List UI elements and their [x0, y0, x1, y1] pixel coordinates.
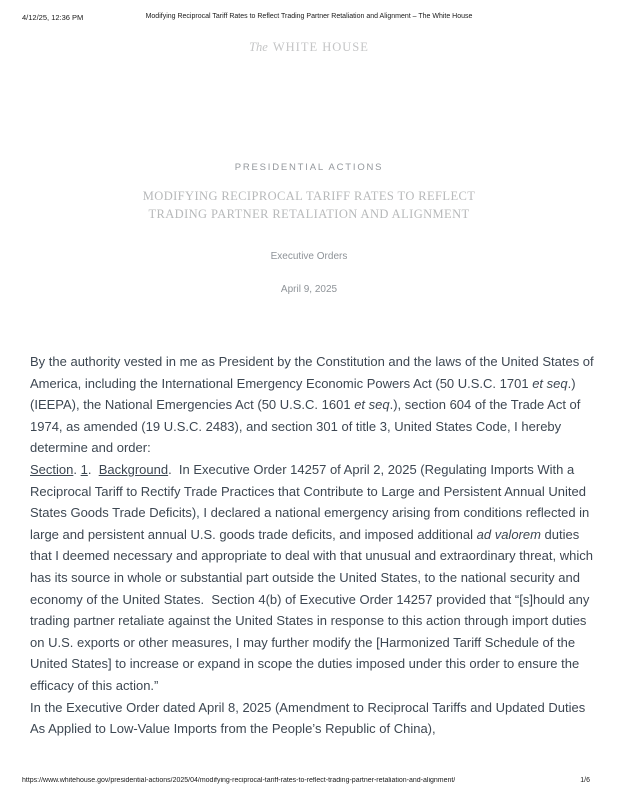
print-document-title: Modifying Reciprocal Tariff Rates to Reflect Trading Partner Retaliation and Alignment – The White House — [145, 13, 473, 20]
paragraph-section-1-background: Section. 1. Background. In Executive Order 14257 of April 2, 2025 (Regulating Imports With a Reciprocal Tariff to Rectify Trade Practices that Contribute to Large and Persistent Annual United States Goods Trade Deficits), I declared a national emergency arising from conditions reflected in large and persistent annual U.S. goods trade deficits, and imposed additional ad valorem duties that I deemed necessary and appropriate to deal with that unusual and extraordinary threat, which has its source in whole or substantial part outside the United States, to the national security and economy of the United States. Section 4(b) of Executive Order 14257 provided that “[s]hould any trading partner retaliate against the United States in response to this action through import duties on U.S. exports or other measures, I may further modify the [Harmonized Tariff Schedule of the United States] to increase or expand in scope the duties imposed under this order to ensure the efficacy of this action.” — [30, 461, 597, 693]
page-title-line-1: MODIFYING RECIPROCAL TARIFF RATES TO REFLECT — [142, 189, 476, 203]
white-house-logo — [0, 38, 618, 56]
print-footer — [22, 777, 590, 784]
paragraph-april-8-order: In the Executive Order dated April 8, 2025 (Amendment to Reciprocal Tariffs and Updated Duties As Applied to Low-Value Imports from the People’s Republic of China), — [30, 699, 589, 737]
page-title-line-2: TRADING PARTNER RETALIATION AND ALIGNMENT — [148, 206, 470, 221]
print-header — [0, 13, 618, 25]
print-timestamp: 4/12/25, 12:36 PM — [22, 13, 84, 22]
logo-white-house-caps: WHITE HOUSE — [272, 40, 369, 54]
page-title — [0, 188, 618, 223]
paragraph-authority: By the authority vested in me as President by the Constitution and the laws of the United States of America, including the International Emergency Economic Powers Act (50 U.S.C. 1701 et seq.) (IEEPA), the National Emergencies Act (50 U.S.C. 1601 et seq.), section 604 of the Trade Act of 1974, as amended (19 U.S.C. 2483), and section 301 of title 3, United States Code, I hereby determine and order: — [30, 354, 597, 456]
print-footer-url: https://www.whitehouse.gov/presidential-actions/2025/04/modifying-reciprocal-tariff-rates-to-reflect-trading-partner-retaliation-and-alignment/ — [22, 777, 456, 784]
article-type-label: Executive Orders — [270, 251, 348, 262]
print-page-indicator: 1/6 — [580, 777, 590, 784]
category-presidential-actions: PRESIDENTIAL ACTIONS — [234, 162, 384, 173]
logo-the-script: The — [249, 40, 268, 54]
article-date: April 9, 2025 — [280, 284, 338, 295]
article-body — [30, 351, 595, 740]
